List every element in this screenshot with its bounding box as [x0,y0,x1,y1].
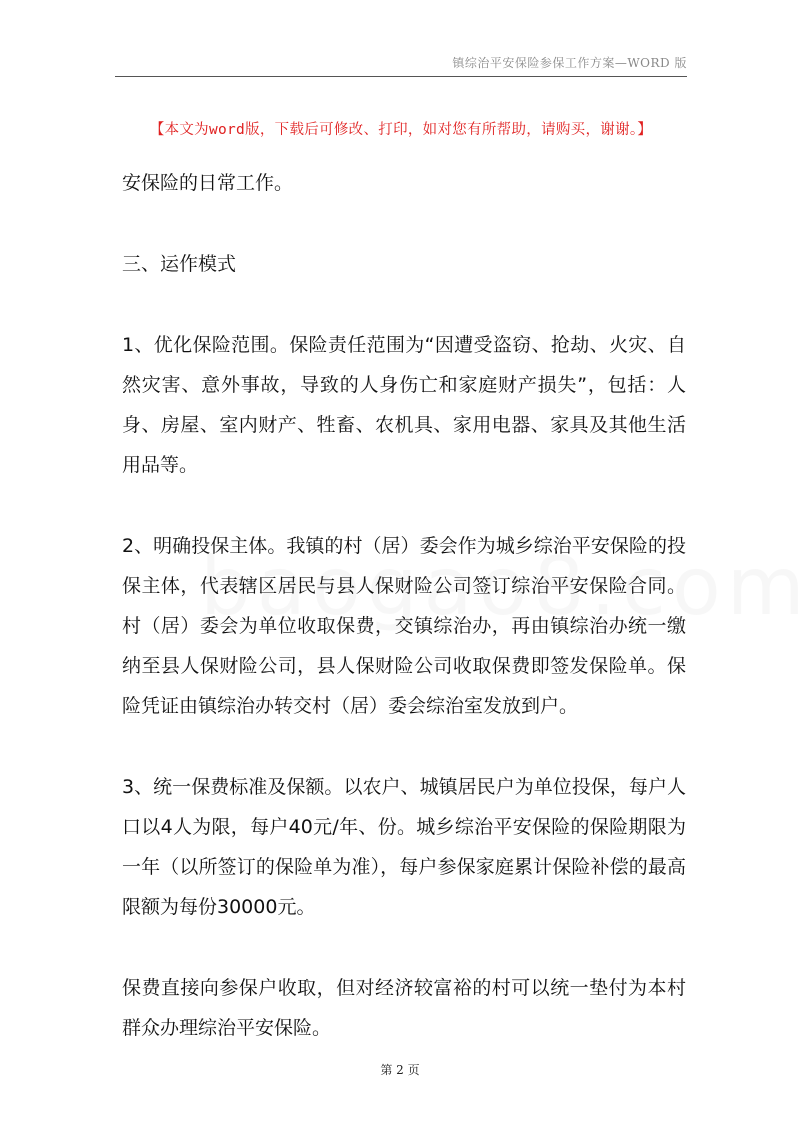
header-divider [115,76,687,77]
paragraph-insured-entity: 2、明确投保主体。我镇的村（居）委会作为城乡综治平安保险的投保主体，代表辖区居民与县人保财险公司签订综治平安保险合同。村（居）委会为单位收取保费，交镇综治办，再由镇综治办统一缴纳至县人保财险公司，县人保财险公司收取保费即签发保险单。保险凭证由镇综治办转交村（居）委会综治室发放到户。 [122,535,686,717]
paragraph-continuation: 安保险的日常工作。 [122,172,294,194]
purchase-notice: 【本文为word版，下载后可修改、打印，如对您有所帮助，请购买，谢谢。】 [149,122,653,138]
paragraph-premium-collection: 保费直接向参保户收取，但对经济较富裕的村可以统一垫付为本村群众办理综治平安保险。 [122,977,686,1039]
document-header-title: 镇综治平安保险参保工作方案—WORD 版 [452,56,687,70]
paragraph-premium-standard: 3、统一保费标准及保额。以农户、城镇居民户为单位投保，每户人口以4人为限，每户40元/年、份。城乡综治平安保险的保险期限为一年（以所签订的保险单为准），每户参保家庭累计保险补偿的最高限额为每份30000元。 [122,776,686,918]
paragraph-insurance-scope: 1、优化保险范围。保险责任范围为“因遭受盗窃、抢劫、火灾、自然灾害、意外事故，导致的人身伤亡和家庭财产损失”，包括：人身、房屋、室内财产、牲畜、农机具、家用电器、家具及其他生活用品等。 [122,334,686,476]
page-number: 第 2 页 [380,1063,420,1077]
section-heading-operation-mode: 三、运作模式 [122,253,237,275]
document-body [122,163,686,1048]
